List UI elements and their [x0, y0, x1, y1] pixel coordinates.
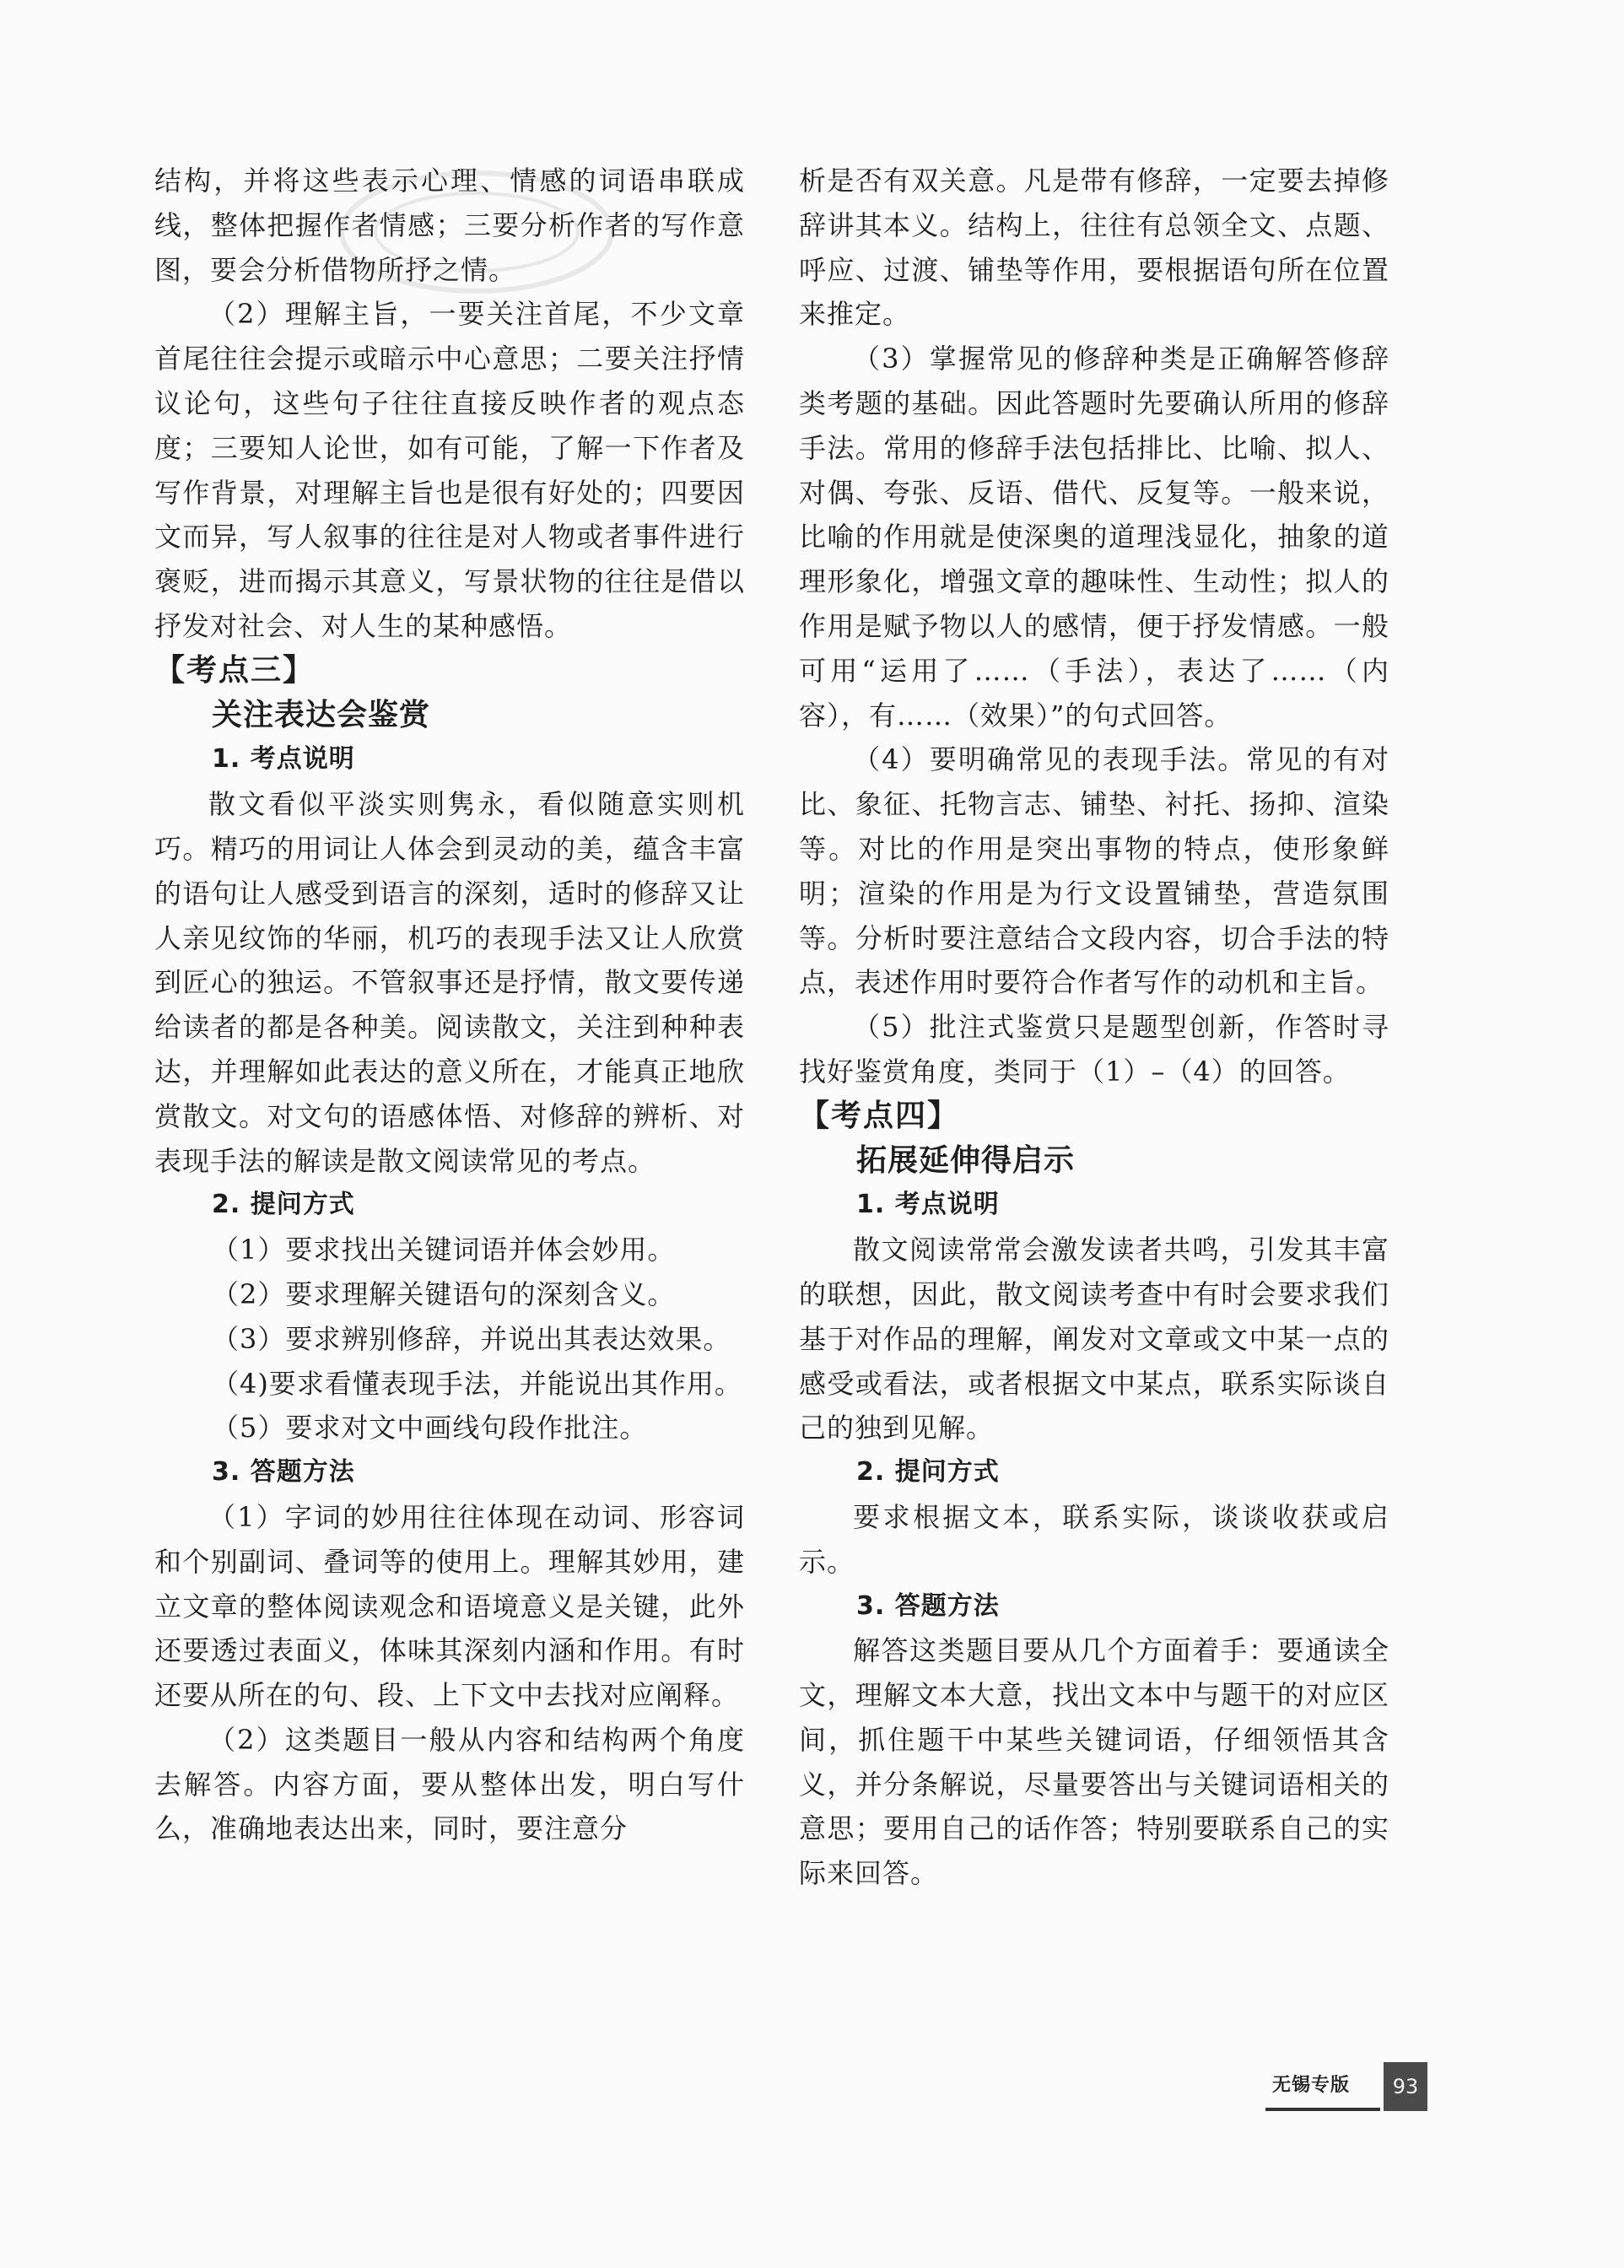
paragraph: 要求根据文本，联系实际，谈谈收获或启示。	[799, 1500, 1389, 1578]
subheading: 2. 提问方式	[212, 1190, 355, 1220]
list-item: （2）要求理解关键语句的深刻含义。	[212, 1277, 676, 1310]
paragraph: 散文看似平淡实则隽永，看似随意实则机巧。精巧的用词让人体会到灵动的美，蕴含丰富的语句让人感受到语言的深刻，适时的修辞又让人亲见纹饰的华丽，机巧的表现手法又让人欣赏到匠心的独运。不管叙事还是抒情，散文要传递给读者的都是各种美。阅读散文，关注到种种表达，并理解如此表达的意义所在，才能真正地欣赏散文。对文句的语感体悟、对修辞的辨析、对表现手法的解读是散文阅读常见的考点。	[154, 788, 745, 1177]
list-item: （1）要求找出关键词语并体会妙用。	[212, 1234, 676, 1266]
page-footer	[1265, 2059, 1426, 2120]
paragraph: （1）字词的妙用往往体现在动词、形容词和个别副词、叠词等的使用上。理解其妙用，建立文章的整体阅读观念和语境意义是关键，此外还要透过表面义，体味其深刻内涵和作用。有时还要从所在的句、段、上下文中去找对应阐释。	[154, 1500, 745, 1712]
list-item: （3）要求辨别修辞，并说出其表达效果。	[212, 1322, 731, 1355]
footer-rule	[1265, 2108, 1380, 2111]
paragraph: 结构，并将这些表示心理、情感的词语串联成线，整体把握作者情感；三要分析作者的写作意图，要会分析借物所抒之情。	[154, 165, 745, 286]
left-column	[154, 159, 745, 1851]
paragraph: （4）要明确常见的表现手法。常见的有对比、象征、托物言志、铺垫、衬托、扬抑、渲染等。对比的作用是突出事物的特点，使形象鲜明；渲染的作用是为行文设置铺垫，营造氛围等。分析时要注意结合文段内容，切合手法的特点，表述作用时要符合作者写作的动机和主旨。	[799, 743, 1389, 999]
kaodian-4-heading: 【考点四】	[799, 1098, 960, 1133]
subheading: 3. 答题方法	[212, 1457, 355, 1488]
list-item: （5）要求对文中画线句段作批注。	[212, 1412, 648, 1444]
right-column	[799, 159, 1389, 1896]
subheading: 1. 考点说明	[856, 1190, 1000, 1220]
paragraph: （3）掌握常见的修辞种类是正确解答修辞类考题的基础。因此答题时先要确认所用的修辞手法。常用的修辞手法包括排比、比喻、拟人、对偶、夸张、反语、借代、反复等。一般来说，比喻的作用就是使深奥的道理浅显化，抽象的道理形象化，增强文章的趣味性、生动性；拟人的作用是赋予物以人的感情，便于抒发情感。一般可用“运用了……（手法），表达了……（内容），有……（效果）”的句式回答。	[799, 343, 1389, 732]
subheading: 1. 考点说明	[212, 744, 355, 775]
paragraph: 散文阅读常常会激发读者共鸣，引发其丰富的联想，因此，散文阅读考查中有时会要求我们基于对作品的理解，阐发对文章或文中某一点的感受或看法，或者根据文中某点，联系实际谈自己的独到见解。	[799, 1234, 1389, 1444]
paragraph: （2）理解主旨，一要关注首尾，不少文章首尾往往会提示或暗示中心意思；二要关注抒情议论句，这些句子往往直接反映作者的观点态度；三要知人论世，如有可能，了解一下作者及写作背景，对理解主旨也是很有好处的；四要因文而异，写人叙事的往往是对人物或者事件进行褒贬，进而揭示其意义，写景状物的往往是借以抒发对社会、对人生的某种感悟。	[154, 298, 745, 642]
paragraph: （5）批注式鉴赏只是题型创新，作答时寻找好鉴赏角度，类同于（1）–（4）的回答。	[799, 1011, 1389, 1088]
kaodian-4-title: 拓展延伸得启示	[856, 1142, 1076, 1178]
kaodian-3-title: 关注表达会鉴赏	[212, 697, 431, 732]
paragraph: 析是否有双关意。凡是带有修辞，一定要去掉修辞讲其本义。结构上，往往有总领全文、点题、呼应、过渡、铺垫等作用，要根据语句所在位置来推定。	[799, 165, 1389, 331]
subheading: 3. 答题方法	[856, 1590, 1000, 1621]
list-item: （4)要求看懂表现手法，并能说出其作用。	[212, 1367, 742, 1400]
paragraph: 解答这类题目要从几个方面着手：要通读全文，理解文本大意，找出文本中与题干的对应区间，抓住题干中某些关键词语，仔细领悟其含义，并分条解说，尽量要答出与关键词语相关的意思；要用自己的话作答；特别要联系自己的实际来回答。	[799, 1634, 1389, 1890]
page-number: 93	[1384, 2062, 1427, 2111]
edition-label: 无锡专版	[1272, 2075, 1351, 2096]
subheading: 2. 提问方式	[856, 1457, 1000, 1488]
paragraph: （2）这类题目一般从内容和结构两个角度去解答。内容方面，要从整体出发，明白写什么，准确地表达出来，同时，要注意分	[154, 1723, 745, 1845]
kaodian-3-heading: 【考点三】	[154, 652, 316, 688]
